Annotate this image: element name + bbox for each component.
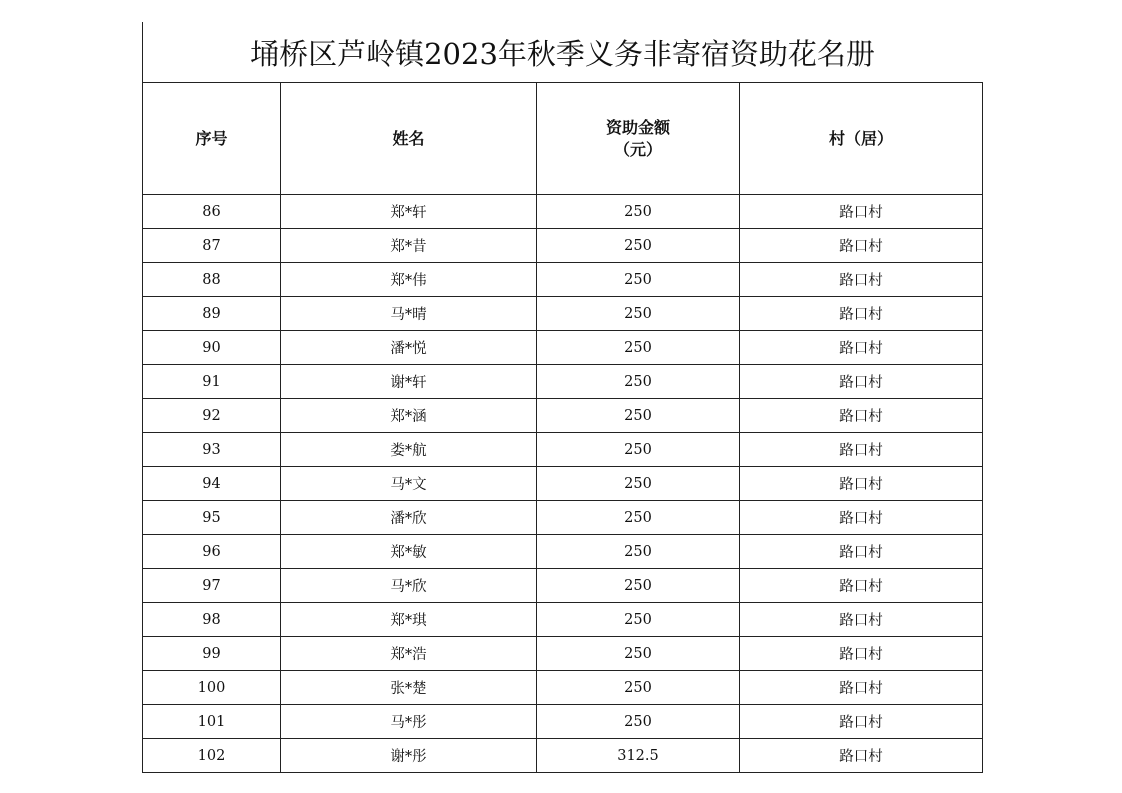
cell-amount: 250 <box>537 331 740 365</box>
cell-name: 郑*轩 <box>281 195 537 229</box>
table-body <box>143 195 983 773</box>
cell-amount: 250 <box>537 297 740 331</box>
cell-name: 张*楚 <box>281 671 537 705</box>
cell-amount: 250 <box>537 569 740 603</box>
cell-amount: 250 <box>537 501 740 535</box>
cell-index: 102 <box>143 739 281 773</box>
cell-village: 路口村 <box>740 671 983 705</box>
header-name: 姓名 <box>281 83 537 195</box>
cell-village: 路口村 <box>740 331 983 365</box>
table-row <box>143 365 983 399</box>
cell-name: 谢*彤 <box>281 739 537 773</box>
cell-amount: 250 <box>537 637 740 671</box>
cell-index: 96 <box>143 535 281 569</box>
cell-name: 马*晴 <box>281 297 537 331</box>
header-amount <box>537 83 740 195</box>
cell-village: 路口村 <box>740 705 983 739</box>
table-row <box>143 467 983 501</box>
cell-index: 87 <box>143 229 281 263</box>
table-row <box>143 569 983 603</box>
cell-name: 郑*琪 <box>281 603 537 637</box>
table-row <box>143 229 983 263</box>
header-row <box>143 83 983 195</box>
cell-name: 郑*浩 <box>281 637 537 671</box>
cell-amount: 250 <box>537 263 740 297</box>
table-row <box>143 739 983 773</box>
table-row <box>143 501 983 535</box>
cell-village: 路口村 <box>740 739 983 773</box>
cell-village: 路口村 <box>740 501 983 535</box>
document-sheet <box>142 22 982 773</box>
cell-village: 路口村 <box>740 229 983 263</box>
header-index: 序号 <box>143 83 281 195</box>
cell-index: 90 <box>143 331 281 365</box>
cell-amount: 250 <box>537 433 740 467</box>
cell-village: 路口村 <box>740 637 983 671</box>
cell-amount: 250 <box>537 467 740 501</box>
cell-amount: 250 <box>537 229 740 263</box>
cell-name: 潘*欣 <box>281 501 537 535</box>
cell-amount: 250 <box>537 705 740 739</box>
cell-village: 路口村 <box>740 263 983 297</box>
cell-amount: 250 <box>537 365 740 399</box>
cell-village: 路口村 <box>740 467 983 501</box>
cell-index: 97 <box>143 569 281 603</box>
cell-village: 路口村 <box>740 535 983 569</box>
table-row <box>143 399 983 433</box>
cell-name: 马*文 <box>281 467 537 501</box>
cell-village: 路口村 <box>740 365 983 399</box>
cell-index: 94 <box>143 467 281 501</box>
document-title: 埇桥区芦岭镇2023年秋季义务非寄宿资助花名册 <box>142 22 982 82</box>
table-row <box>143 263 983 297</box>
table-row <box>143 331 983 365</box>
cell-name: 娄*航 <box>281 433 537 467</box>
cell-village: 路口村 <box>740 297 983 331</box>
cell-name: 马*彤 <box>281 705 537 739</box>
cell-index: 101 <box>143 705 281 739</box>
cell-name: 郑*伟 <box>281 263 537 297</box>
cell-village: 路口村 <box>740 195 983 229</box>
cell-name: 潘*悦 <box>281 331 537 365</box>
cell-village: 路口村 <box>740 433 983 467</box>
cell-index: 98 <box>143 603 281 637</box>
cell-index: 88 <box>143 263 281 297</box>
cell-index: 93 <box>143 433 281 467</box>
table-row <box>143 535 983 569</box>
cell-amount: 250 <box>537 535 740 569</box>
cell-index: 92 <box>143 399 281 433</box>
roster-table <box>142 82 983 773</box>
table-row <box>143 637 983 671</box>
cell-name: 郑*敏 <box>281 535 537 569</box>
table-row <box>143 297 983 331</box>
cell-index: 89 <box>143 297 281 331</box>
cell-village: 路口村 <box>740 569 983 603</box>
cell-name: 郑*昔 <box>281 229 537 263</box>
table-row <box>143 433 983 467</box>
cell-index: 100 <box>143 671 281 705</box>
cell-amount: 250 <box>537 603 740 637</box>
header-village: 村（居） <box>740 83 983 195</box>
header-amount-unit: （元） <box>613 139 662 159</box>
table-row <box>143 603 983 637</box>
cell-name: 马*欣 <box>281 569 537 603</box>
cell-index: 99 <box>143 637 281 671</box>
table-row <box>143 705 983 739</box>
cell-index: 95 <box>143 501 281 535</box>
cell-amount: 250 <box>537 399 740 433</box>
cell-amount: 250 <box>537 671 740 705</box>
cell-village: 路口村 <box>740 603 983 637</box>
table-row <box>143 195 983 229</box>
cell-village: 路口村 <box>740 399 983 433</box>
cell-index: 91 <box>143 365 281 399</box>
cell-name: 谢*轩 <box>281 365 537 399</box>
cell-amount: 250 <box>537 195 740 229</box>
cell-index: 86 <box>143 195 281 229</box>
header-amount-label: 资助金额 <box>605 117 670 137</box>
table-row <box>143 671 983 705</box>
cell-amount: 312.5 <box>537 739 740 773</box>
cell-name: 郑*涵 <box>281 399 537 433</box>
